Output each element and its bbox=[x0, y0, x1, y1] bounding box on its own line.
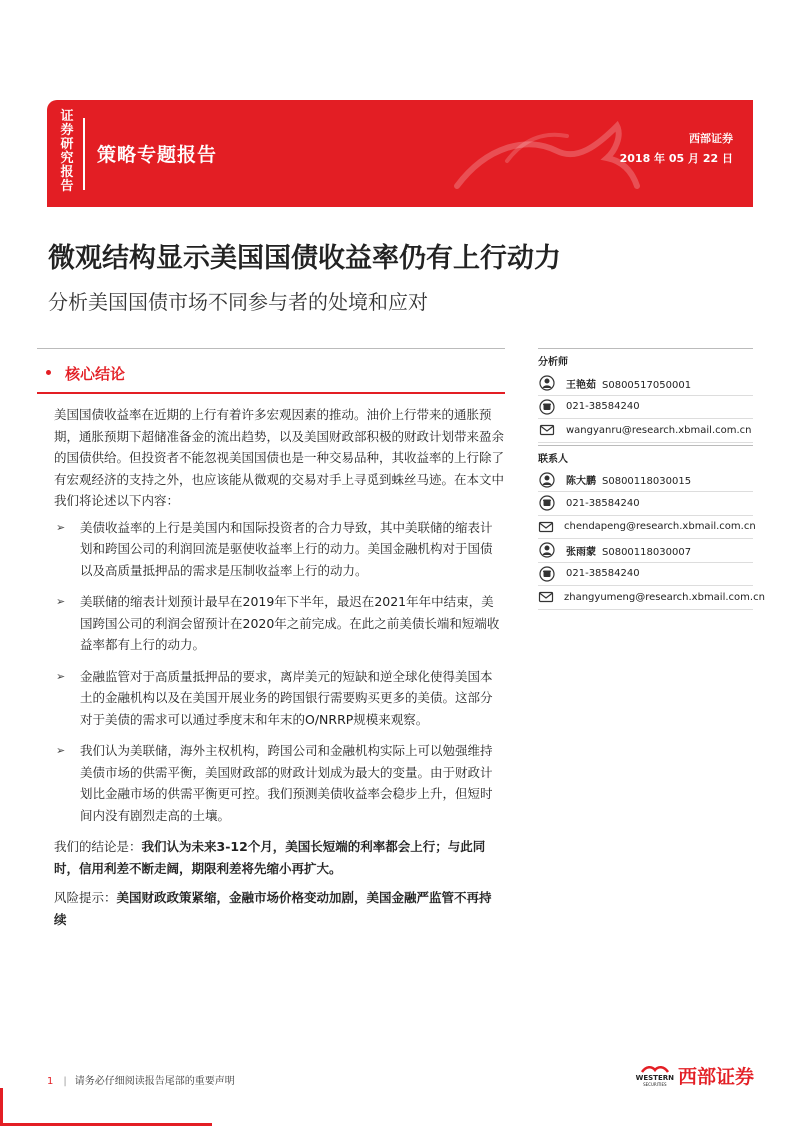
page-title: 微观结构显示美国国债收益率仍有上行动力 bbox=[48, 243, 561, 274]
contact-name-row bbox=[538, 469, 753, 493]
analyst-header: 分析师 bbox=[538, 348, 753, 372]
conclusion-paragraph bbox=[54, 836, 504, 879]
arrow-bullet-icon: ➢ bbox=[56, 669, 66, 683]
contact-name: 陈大鹏 bbox=[566, 476, 596, 488]
contact-email[interactable]: chendapeng@research.xbmail.com.cn bbox=[564, 521, 756, 533]
section-heading-text: 核心结论 bbox=[65, 365, 126, 383]
contact-license: S0800118030015 bbox=[602, 476, 692, 488]
contact-phone: 021-38584240 bbox=[566, 568, 640, 580]
risk-text: 美国财政政策紧缩，金融市场价格变动加剧，美国金融严监管不再持续 bbox=[54, 890, 492, 927]
logo-en-sub: SECURITIES bbox=[643, 1082, 667, 1087]
bullet-dot-icon bbox=[46, 370, 51, 375]
firm-name: 西部证券 bbox=[689, 132, 733, 145]
intro-paragraph: 美国国债收益率在近期的上行有着许多宏观因素的推动。油价上行带来的通胀预期，通胀预期下超储准备金的流出趋势，以及美国财政部积极的财政计划带来盈余的国债供给。但投资者不能忽视美国国债也是一种交易品种，其收益率的上行除了有宏观经济的支持之外，也应该能从微观的交易对手上寻觅到蛛丝马迹。在本文中我们将论述以下内容： bbox=[54, 407, 505, 508]
section-red-rule bbox=[37, 392, 505, 394]
page-subtitle: 分析美国国债市场不同参与者的处境和应对 bbox=[48, 290, 428, 314]
email-icon bbox=[538, 518, 554, 536]
report-type: 策略专题报告 bbox=[97, 144, 218, 166]
list-item bbox=[54, 740, 504, 826]
analyst-name: 王艳茹 bbox=[566, 379, 596, 391]
contact-phone-row bbox=[538, 492, 753, 516]
corner-accent-horizontal bbox=[0, 1123, 212, 1126]
vertical-label: 证券研究报告 bbox=[60, 109, 74, 194]
conclusion-prefix: 我们的结论是： bbox=[54, 839, 142, 854]
key-points-list bbox=[54, 517, 504, 827]
analyst-name-row bbox=[538, 372, 753, 396]
phone-icon bbox=[538, 398, 556, 416]
person-icon bbox=[538, 374, 556, 392]
contact-email-row bbox=[538, 516, 756, 540]
list-item bbox=[54, 517, 504, 582]
banner-divider bbox=[83, 118, 85, 190]
bullet-text: 美债收益率的上行是美国内和国际投资者的合力导致，其中美联储的缩表计划和跨国公司的利润回流是驱使收益率上行的动力。美国金融机构对于国债以及高质量抵押品的需求是压制收益率上行的动力。 bbox=[80, 519, 493, 578]
bullet-text: 我们认为美联储，海外主权机构，跨国公司和金融机构实际上可以勉强维持美债市场的供需平衡，美国财政部的财政计划成为最大的变量。由于财政计划比金融市场的供需平衡更可控。我们预测美债收益率会稳步上升，但短时间内没有剧烈走高的土壤。 bbox=[80, 743, 493, 823]
main-body bbox=[54, 404, 504, 935]
bullet-text: 美联储的缩表计划预计最早在2019年下半年，最迟在2021年年中结束，美国跨国公司的利润会留预计在2020年之前完成。在此之前美债长端和短端收益率都有上行的动力。 bbox=[80, 594, 500, 652]
phone-icon bbox=[538, 565, 556, 583]
email-icon bbox=[538, 588, 554, 606]
page-number: 1 bbox=[47, 1076, 54, 1087]
footer-disclaimer: 请务必仔细阅读报告尾部的重要声明 bbox=[74, 1076, 235, 1087]
section-top-rule bbox=[37, 348, 505, 349]
risk-paragraph bbox=[54, 887, 504, 930]
analyst-email[interactable]: wangyanru@research.xbmail.com.cn bbox=[566, 424, 752, 436]
list-item bbox=[54, 666, 504, 731]
footer-separator: | bbox=[63, 1076, 67, 1087]
contact-phone-row bbox=[538, 563, 753, 587]
analyst-license: S0800517050001 bbox=[602, 379, 692, 391]
contact-name: 张雨蒙 bbox=[566, 546, 596, 558]
analyst-phone: 021-38584240 bbox=[566, 401, 640, 413]
contact-phone: 021-38584240 bbox=[566, 497, 640, 509]
analyst-phone-row bbox=[538, 396, 753, 420]
footer-logo bbox=[636, 1062, 754, 1089]
phone-icon bbox=[538, 494, 556, 512]
contact-sidebar bbox=[538, 348, 765, 610]
analyst-email-row bbox=[538, 419, 753, 443]
arrow-bullet-icon: ➢ bbox=[56, 520, 66, 534]
report-date: 2018 年 05 月 22 日 bbox=[619, 152, 733, 165]
person-icon bbox=[538, 541, 556, 559]
western-logo-mark bbox=[636, 1064, 674, 1087]
page-footer bbox=[47, 1072, 235, 1087]
bullet-text: 金融监管对于高质量抵押品的要求，离岸美元的短缺和逆全球化使得美国本土的金融机构以及在美国开展业务的跨国银行需要购买更多的美债。这部分对于美债的需求可以通过季度末和年末的O/NRRP规模来观察。 bbox=[80, 668, 493, 727]
contact-email-row bbox=[538, 586, 765, 610]
arrow-bullet-icon: ➢ bbox=[56, 744, 66, 757]
contact-header: 联系人 bbox=[538, 445, 753, 469]
section-heading bbox=[46, 363, 125, 384]
logo-en: WESTERN bbox=[635, 1074, 674, 1082]
contact-email[interactable]: zhangyumeng@research.xbmail.com.cn bbox=[564, 591, 765, 603]
corner-accent-vertical bbox=[0, 1088, 3, 1126]
risk-prefix: 风险提示： bbox=[54, 890, 117, 905]
arrow-bullet-icon: ➢ bbox=[56, 595, 66, 608]
conclusion-text: 我们认为未来3-12个月，美国长短端的利率都会上行；与此同时，信用利差不断走阔，期限利差将先缩小再扩大。 bbox=[54, 839, 486, 876]
bull-horns-icon bbox=[640, 1064, 670, 1074]
report-banner bbox=[47, 100, 753, 207]
contact-name-row bbox=[538, 539, 753, 563]
list-item bbox=[54, 591, 504, 656]
logo-cn: 西部证券 bbox=[677, 1066, 754, 1088]
contact-license: S0800118030007 bbox=[602, 546, 692, 558]
person-icon bbox=[538, 471, 556, 489]
email-icon bbox=[538, 421, 556, 439]
bull-watermark-icon bbox=[447, 106, 647, 201]
